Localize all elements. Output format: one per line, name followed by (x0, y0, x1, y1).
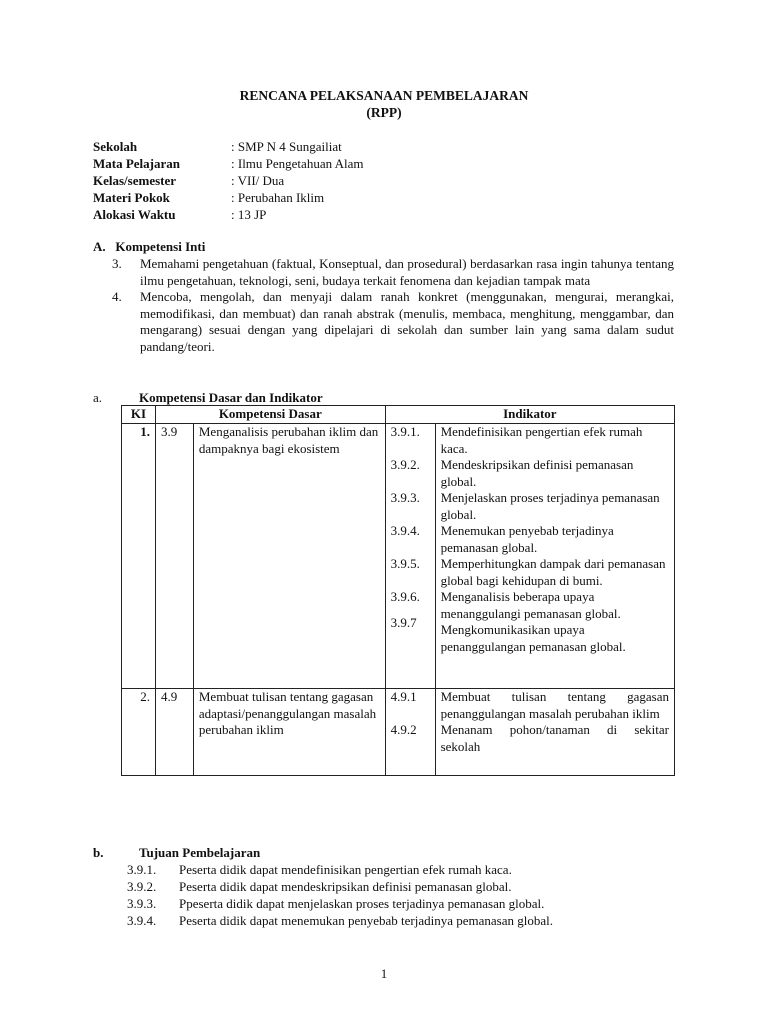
section-kd-heading: Kompetensi Dasar dan Indikator (139, 390, 323, 405)
list-item-code: 3.9.3. (127, 896, 157, 911)
list-item (127, 862, 553, 879)
indicator-text: Mendefinisikan pengertian efek rumah kaca. (440, 424, 643, 456)
indicator-code: 3.9.7 (390, 615, 417, 630)
indicator-text: Membuat tulisan tentang gagasan penanggulangan masalah perubahan iklim (440, 689, 669, 721)
indicator-text: Mendeskripsikan definisi pemanasan global. (440, 457, 634, 489)
list-item-text: Peserta didik dapat mendefinisikan pengertian efek rumah kaca. (179, 862, 512, 877)
section-b-marker: b. (93, 845, 104, 860)
page-number: 1 (380, 966, 388, 981)
section-kd-marker: a. (93, 390, 103, 405)
list-item-code: 3.9.2. (127, 879, 157, 894)
cell-ki: 1. (122, 424, 156, 689)
cell-kd-code: 3.9 (155, 424, 193, 689)
indicator-text: Memperhitungkan dampak dari pemanasan global bagi kehidupan di bumi. (440, 556, 666, 588)
cell-ki: 2. (122, 689, 156, 776)
list-item-text: Mencoba, mengolah, dan menyaji dalam ranah konkret (menggunakan, mengurai, merangkai, memodifikasi, dan membuat) dan ranah abstrak (menulis, membaca, menghitung, menggambar, dan mengarang) sesuai dengan yang dipelajari di sekolah dan sumber lain yang sama dalam sudut pandang/teori. (140, 289, 674, 354)
document-subtitle: (RPP) (366, 105, 402, 120)
list-item-text: Memahami pengetahuan (faktual, Konseptual, dan prosedural) berdasarkan rasa ingin tahunya tentang ilmu pengetahuan, teknologi, seni, budaya terkait fenomena dan kejadian tampak mata (140, 256, 674, 288)
identity-label: Sekolah (93, 139, 138, 154)
section-a-heading: A. Kompetensi Inti (93, 239, 206, 254)
cell-kd-text: Membuat tulisan tentang gagasan adaptasi/penanggulangan masalah perubahan iklim (193, 689, 385, 776)
table-header-row (122, 406, 675, 424)
list-item-code: 3.9.4. (127, 913, 157, 928)
list-item (127, 896, 553, 913)
identity-value: : SMP N 4 Sungailiat (231, 139, 342, 154)
kompetensi-table (121, 405, 675, 776)
identity-row (93, 156, 364, 173)
identity-label: Mata Pelajaran (93, 156, 181, 171)
list-item-text: Peserta didik dapat mendeskripsikan definisi pemanasan global. (179, 879, 512, 894)
indicator-code: 3.9.2. (390, 457, 420, 472)
identity-value: : Ilmu Pengetahuan Alam (231, 156, 364, 171)
header-ki: KI (122, 406, 156, 424)
list-item (112, 289, 674, 355)
identity-row (93, 207, 364, 224)
document-title: RENCANA PELAKSANAAN PEMBELAJARAN (239, 88, 529, 103)
identity-row (93, 190, 364, 207)
indicator-code: 4.9.2 (390, 722, 417, 737)
identity-label: Alokasi Waktu (93, 207, 176, 222)
indicator-code: 3.9.6. (390, 589, 420, 604)
indicator-code: 3.9.5. (390, 556, 420, 571)
cell-kd-text: Menganalisis perubahan iklim dan dampaknya bagi ekosistem (193, 424, 385, 689)
header-indikator: Indikator (385, 406, 674, 424)
indicator-text: Mengkomunikasikan upaya penanggulangan pemanasan global. (440, 622, 626, 654)
table-row (122, 689, 675, 776)
identity-row (93, 173, 364, 190)
list-item (127, 879, 553, 896)
indicator-text: Menanam pohon/tanaman di sekitar sekolah (440, 722, 669, 754)
indicator-code: 4.9.1 (390, 689, 417, 704)
list-item-number: 3. (112, 256, 122, 271)
identity-block (93, 139, 364, 224)
cell-indicator-codes (385, 424, 435, 689)
identity-row (93, 139, 364, 156)
cell-indicator-codes (385, 689, 435, 776)
tujuan-list (127, 862, 553, 930)
list-item (127, 913, 553, 930)
identity-value: : VII/ Dua (231, 173, 285, 188)
table-row (122, 424, 675, 689)
identity-label: Materi Pokok (93, 190, 170, 205)
identity-value: : 13 JP (231, 207, 267, 222)
list-item-text: Peserta didik dapat menemukan penyebab terjadinya pemanasan global. (179, 913, 553, 928)
identity-value: : Perubahan Iklim (231, 190, 325, 205)
cell-indicator-texts (435, 689, 674, 776)
indicator-code: 3.9.3. (390, 490, 420, 505)
section-b-heading: Tujuan Pembelajaran (139, 845, 261, 860)
cell-kd-code: 4.9 (155, 689, 193, 776)
indicator-code: 3.9.1. (390, 424, 420, 439)
kompetensi-inti-list (112, 256, 674, 355)
header-kd: Kompetensi Dasar (155, 406, 385, 424)
identity-label: Kelas/semester (93, 173, 177, 188)
list-item-number: 4. (112, 289, 122, 304)
indicator-text: Menemukan penyebab terjadinya pemanasan global. (440, 523, 614, 555)
list-item-text: Ppeserta didik dapat menjelaskan proses terjadinya pemanasan global. (179, 896, 545, 911)
indicator-text: Menjelaskan proses terjadinya pemanasan global. (440, 490, 660, 522)
list-item (112, 256, 674, 289)
indicator-text: Menganalisis beberapa upaya menanggulangi pemanasan global. (440, 589, 621, 621)
cell-indicator-texts (435, 424, 674, 689)
list-item-code: 3.9.1. (127, 862, 157, 877)
indicator-code: 3.9.4. (390, 523, 420, 538)
